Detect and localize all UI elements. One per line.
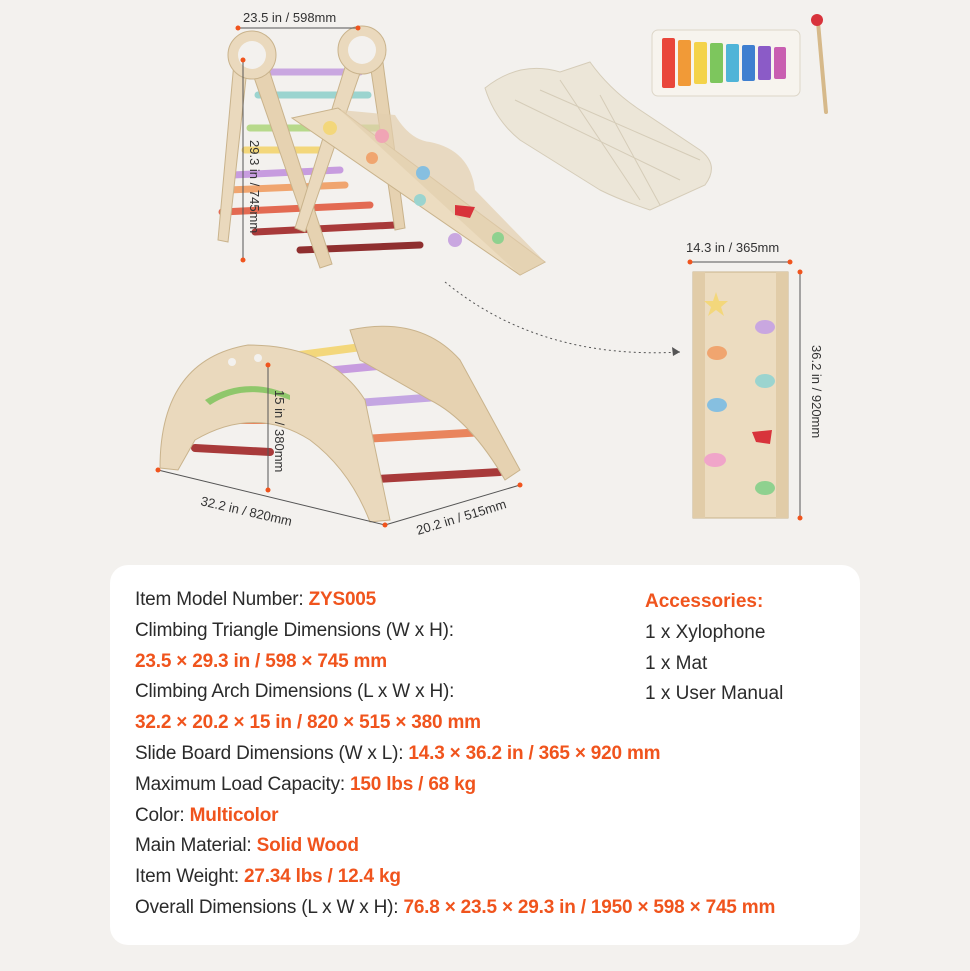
- slide-board: [693, 272, 788, 518]
- accessories-title: Accessories:: [645, 591, 764, 612]
- spec-slide: [135, 739, 661, 770]
- spec-slide-label: Slide Board Dimensions (W x L):: [135, 742, 409, 764]
- spec-color-label: Color:: [135, 804, 190, 826]
- climbing-triangle: [218, 26, 545, 275]
- arch-width-label: 20.2 in / 515mm: [414, 496, 509, 538]
- spec-material: [135, 831, 635, 862]
- arch-length-label: 32.2 in / 820mm: [199, 493, 294, 529]
- climbing-arch: [160, 326, 520, 522]
- accessories-list: [645, 587, 855, 710]
- spec-material-label: Main Material:: [135, 835, 257, 857]
- spec-model: [135, 585, 635, 616]
- spec-model-value: ZYS005: [308, 589, 377, 610]
- triangle-height-label: 29.3 in / 745mm: [247, 140, 262, 234]
- spec-overall: [135, 893, 776, 924]
- spec-model-label: Item Model Number:: [135, 589, 309, 610]
- spec-material-value: Solid Wood: [256, 835, 359, 857]
- accessory-item-xylophone: 1 x Xylophone: [645, 621, 766, 643]
- spec-arch-label: Climbing Arch Dimensions (L x W x H):: [135, 681, 455, 703]
- spec-load-value: 150 lbs / 68 kg: [350, 773, 476, 795]
- spec-overall-label: Overall Dimensions (L x W x H):: [135, 896, 404, 918]
- xylophone: [652, 14, 826, 112]
- spec-slide-value: 14.3 × 36.2 in / 365 × 920 mm: [408, 742, 661, 764]
- spec-load-label: Maximum Load Capacity:: [135, 773, 351, 795]
- spec-weight-label: Item Weight:: [135, 866, 244, 888]
- accessory-item-mat: 1 x Mat: [645, 652, 708, 674]
- spec-color: [135, 801, 635, 832]
- spec-triangle-label: Climbing Triangle Dimensions (W x H):: [135, 619, 454, 641]
- spec-color-value: Multicolor: [189, 804, 279, 826]
- spec-arch-value: 32.2 × 20.2 × 15 in / 820 × 515 × 380 mm: [135, 712, 481, 734]
- spec-weight: [135, 862, 635, 893]
- spec-triangle-value: 23.5 × 29.3 in / 598 × 745 mm: [135, 650, 387, 672]
- spec-load: [135, 770, 635, 801]
- spec-weight-value: 27.34 lbs / 12.4 kg: [243, 866, 401, 888]
- spec-overall-value: 76.8 × 23.5 × 29.3 in / 1950 × 598 × 745 mm: [403, 896, 776, 918]
- slide-width-label: 14.3 in / 365mm: [686, 240, 780, 255]
- accessory-item-manual: 1 x User Manual: [645, 683, 784, 705]
- slide-length-label: 36.2 in / 920mm: [809, 345, 824, 439]
- arch-height-label: 15 in / 380mm: [272, 390, 287, 473]
- spec-card: [110, 565, 860, 945]
- triangle-width-label: 23.5 in / 598mm: [243, 10, 337, 25]
